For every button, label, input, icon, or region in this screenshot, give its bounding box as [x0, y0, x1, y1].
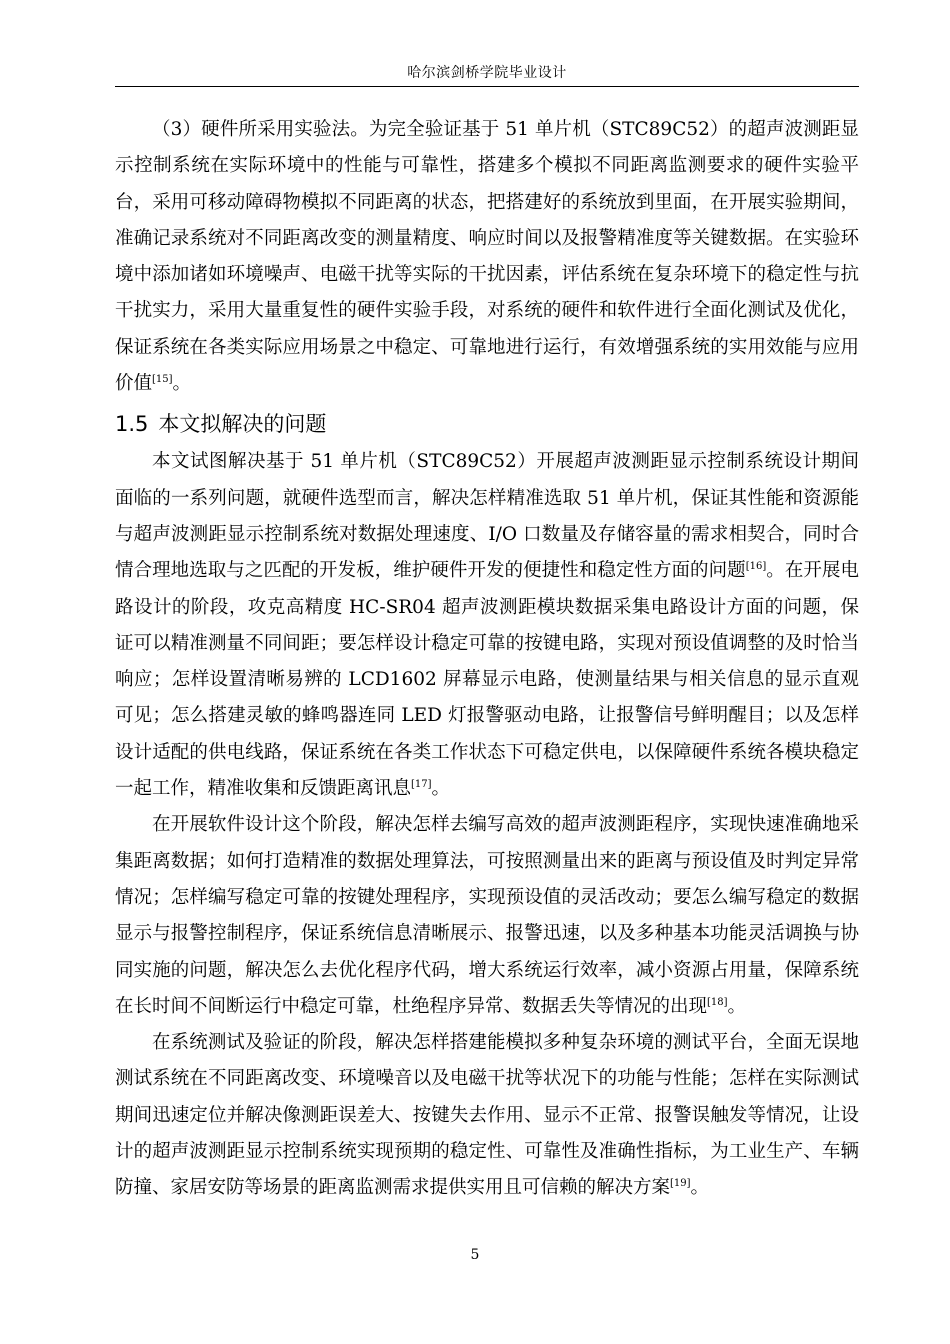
document-body	[115, 112, 859, 1207]
citation-ref: [18]	[707, 996, 728, 1008]
header-divider	[115, 86, 859, 87]
page-header: 哈尔滨剑桥学院毕业设计	[407, 65, 567, 81]
paragraph-text: 在系统测试及验证的阶段，解决怎样搭建能模拟多种复杂环境的测试平台，全面无误地测试系统在不同距离改变、环境噪音以及电磁干扰等状况下的功能与性能；怎样在实际测试期间迅速定位并解决像测距误差大、按键失去作用、显示不正常、报警误触发等情况，让设计的超声波测距显示控制系统实现预期的稳定性、可靠性及准确性指标，为工业生产、车辆防撞、家居安防等场景的距离监测需求提供实用且可信赖的解决方案	[115, 1032, 859, 1199]
paragraph-text: 本文试图解决基于 51 单片机（STC89C52）开展超声波测距显示控制系统设计期间面临的一系列问题，就硬件选型而言，解决怎样精准选取 51 单片机，保证其性能和资源能与超声波测距显示控制系统对数据处理速度、I/O 口数量及存储容量的需求相契合，同时合情合理地选取与之匹配的开发板，维护硬件开发的便捷性和稳定性方面的问题	[115, 451, 859, 582]
paragraph-text: （3）硬件所采用实验法。为完全验证基于 51 单片机（STC89C52）的超声波测距显示控制系统在实际环境中的性能与可靠性，搭建多个模拟不同距离监测要求的硬件实验平台，采用可移动障碍物模拟不同距离的状态，把搭建好的系统放到里面，在开展实验期间，准确记录系统对不同距离改变的测量精度、响应时间以及报警精准度等关键数据。在实验环境中添加诸如环境噪声、电磁干扰等实际的干扰因素，评估系统在复杂环境下的稳定性与抗干扰实力，采用大量重复性的硬件实验手段，对系统的硬件和软件进行全面化测试及优化，保证系统在各类实际应用场景之中稳定、可靠地进行运行，有效增强系统的实用效能与应用价值	[115, 119, 859, 395]
page-number: 5	[470, 1247, 480, 1263]
paragraph-tail: 。	[727, 995, 747, 1017]
paragraph-testing-problems	[115, 1025, 859, 1206]
paragraph-tail: 。	[431, 778, 451, 800]
section-title: 本文拟解决的问题	[158, 412, 327, 437]
paragraph-text: 在开展软件设计这个阶段，解决怎样去编写高效的超声波测距程序，实现快速准确地采集距离数据；如何打造精准的数据处理算法，可按照测量出来的距离与预设值及时判定异常情况；怎样编写稳定可靠的按键处理程序，实现预设值的灵活改动；要怎么编写稳定的数据显示与报警控制程序，保证系统信息清晰展示、报警迅速，以及多种基本功能灵活调换与协同实施的问题，解决怎么去优化程序代码，增大系统运行效率，减小资源占用量，保障系统在长时间不间断运行中稳定可靠，杜绝程序异常、数据丢失等情况的出现	[115, 814, 859, 1017]
paragraph-software-problems	[115, 807, 859, 1025]
citation-ref: [15]	[152, 374, 173, 386]
paragraph-experiment-method	[115, 112, 859, 402]
paragraph-text: 。在开展电路设计的阶段，攻克高精度 HC-SR04 超声波测距模块数据采集电路设计方面的问题，保证可以精准测量不同间距；要怎样设计稳定可靠的按键电路，实现对预设值调整的及时恰当响应；怎样设置清晰易辨的 LCD1602 屏幕显示电路，使测量结果与相关信息的显示直观可见；怎么搭建灵敏的蜂鸣器连同 LED 灯报警驱动电路，让报警信号鲜明醒目；以及怎样设计适配的供电线路，保证系统在各类工作状态下可稳定供电，以保障硬件系统各模块稳定一起工作，精准收集和反馈距离讯息	[115, 560, 859, 800]
section-number: 1.5	[115, 412, 149, 437]
citation-ref: [19]	[670, 1178, 691, 1190]
citation-ref: [16]	[745, 561, 767, 573]
paragraph-tail: 。	[690, 1177, 710, 1199]
paragraph-hardware-problems	[115, 444, 859, 807]
section-heading	[115, 405, 859, 443]
paragraph-tail: 。	[172, 373, 192, 395]
citation-ref: [17]	[411, 779, 432, 791]
